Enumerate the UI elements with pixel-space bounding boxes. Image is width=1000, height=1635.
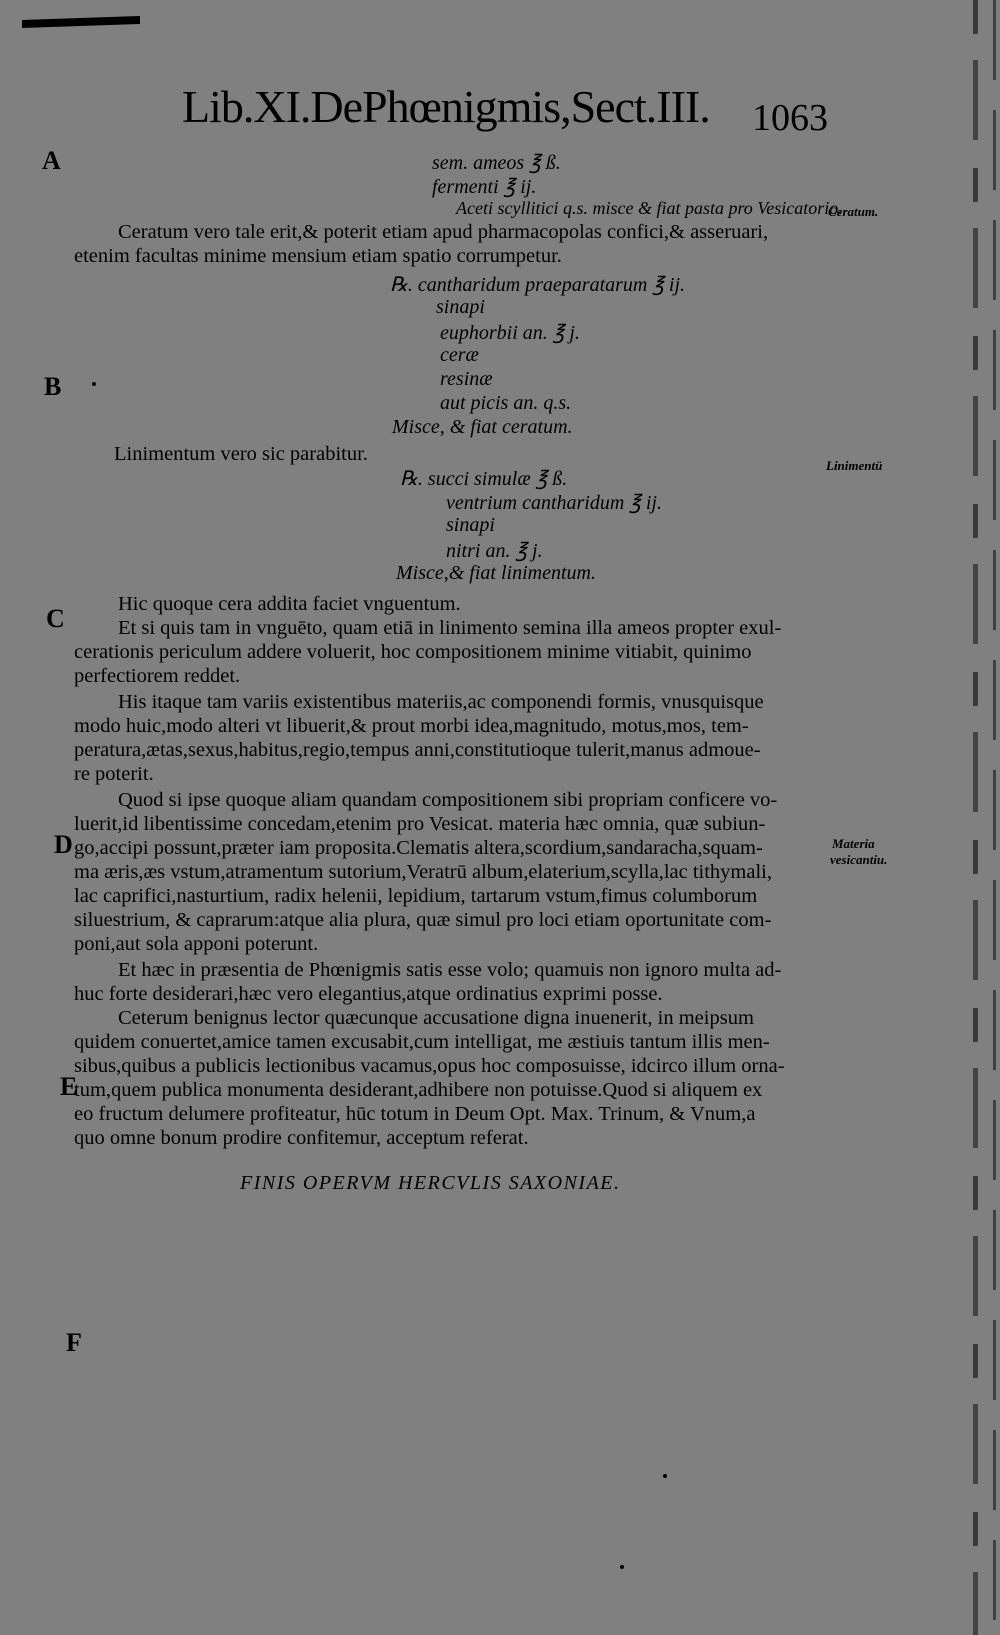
finis-line: FINIS OPERVM HERCVLIS SAXONIAE. [240,1172,621,1194]
margin-letter-b: B [44,372,62,401]
margin-letter-c: C [46,604,65,633]
page-edge-outer [993,0,996,1635]
paragraph [74,592,824,616]
text-line: Ceratum vero tale erit,& poterit etiam apud pharmacopolas confici,& asseruari, [118,221,769,243]
text-line: tum,quem publica monumenta desiderant,adhibere non potuisse.Quod si aliquem ex [74,1079,763,1101]
page-number: 1063 [752,97,828,139]
margin-note-vesicantium: vesicantiu. [830,852,888,867]
paragraph-liniment: Linimentum vero sic parabitur. [114,443,368,465]
page-edge [973,0,978,1635]
recipe-line: Misce,& fiat linimentum. [396,562,596,584]
text-line: quidem conuertet,amice tamen excusabit,cum intelligat, me æstiuis tantum illis men- [74,1031,770,1053]
recipe-line: nitri an. ℥ j. [446,540,543,562]
paragraph [74,616,824,688]
text-line: peratura,ætas,sexus,habitus,regio,tempus anni,constitutioque tulerit,manus admoue- [74,739,761,761]
ink-speck [620,1565,624,1569]
text-line: sibus,quibus a publicis lectionibus vacamus,opus hoc composuisse, idcirco illum orna- [74,1055,785,1077]
recipe-line: aut picis an. q.s. [440,392,572,414]
text-line: quo omne bonum prodire confitemur, acceptum referat. [74,1127,529,1149]
recipe-line: ceræ [440,344,479,366]
text-line: siluestrium, & caprarum:atque alia plura, quæ simul pro loci etiam oportunitate com- [74,909,772,931]
ink-mark [22,16,140,28]
running-title: Lib.XI.DePhœnigmis,Sect.III. [182,81,710,132]
text-line: go,accipi possunt,præter iam proposita.Clematis altera,scordium,sandaracha,squam- [74,837,763,859]
text-line: re poterit. [74,763,154,785]
recipe-line: Misce, & fiat ceratum. [392,416,573,438]
ink-speck [92,382,96,386]
recipe-line: euphorbii an. ℥ j. [440,322,580,344]
text-line: etenim facultas minime mensium etiam spatio corrumpetur. [74,245,562,267]
text-line: His itaque tam variis existentibus materiis,ac componendi formis, vnusquisque [118,691,764,713]
text-line: modo huic,modo alteri vt libuerit,& prout morbi idea,magnitudo, motus,mos, tem- [74,715,749,737]
text-line: poni,aut sola apponi poterunt. [74,933,319,955]
paragraph [74,690,824,786]
recipe-line: ℞. cantharidum praeparatarum ℥ ij. [390,274,686,296]
recipe-line: fermenti ℥ ij. [432,176,537,198]
text-line: Hic quoque cera addita faciet vnguentum. [118,593,461,615]
text-line: ma æris,æs vstum,atramentum sutorium,Veratrū album,elaterium,scylla,lac tithymali, [74,861,772,883]
recipe-line: resinæ [440,368,493,390]
text-line: Et si quis tam in vnguēto, quam etiā in linimento semina illa ameos propter exul- [118,617,782,639]
text-line: eo fructum delumere profiteatur, hūc totum in Deum Opt. Max. Trinum, & Vnum,a [74,1103,756,1125]
text-line: lac caprifici,nasturtium, radix helenii, lepidium, tartarum vstum,fimus columborum [74,885,758,907]
ink-speck [663,1474,667,1478]
margin-letter-f: F [66,1328,82,1357]
recipe-line: sem. ameos ℥ ß. [432,152,561,174]
text-line: Et hæc in præsentia de Phœnigmis satis esse volo; quamuis non ignoro multa ad- [118,959,782,981]
text-line: Quod si ipse quoque aliam quandam compositionem sibi propriam conficere vo- [118,789,778,811]
text-line: Ceterum benignus lector quæcunque accusatione digna inuenerit, in meipsum [118,1007,754,1029]
margin-letter-a: A [42,146,61,175]
text-line: luerit,id libentissime concedam,etenim pro Vesicat. materia hæc omnia, quæ subiun- [74,813,766,835]
recipe-line: sinapi [436,296,485,318]
recipe-line: sinapi [446,514,495,536]
paragraph-ceratum [74,220,824,268]
recipe-line: Aceti scyllitici q.s. misce & fiat pasta pro Vesicatorio. [456,198,843,218]
text-line: perfectiorem reddet. [74,665,241,687]
recipe-line: ventrium cantharidum ℥ ij. [446,492,662,514]
text-line: cerationis periculum addere voluerit, hoc compositionem minime vitiabit, quinimo [74,641,752,663]
paragraph [74,1006,824,1150]
paragraph [74,958,824,1006]
margin-note-materia: Materia [832,836,875,851]
text-line: huc forte desiderari,hæc vero elegantius,atque ordinatius exprimi posse. [74,983,663,1005]
margin-note-linimentum: Linimentü [826,458,883,473]
margin-letter-d: D [54,830,73,859]
margin-note-ceratum: Ceratum. [828,204,879,219]
recipe-line: ℞. succi simulæ ℥ ß. [400,468,568,490]
margin-letter-e: E [60,1072,78,1101]
paragraph [74,788,824,956]
